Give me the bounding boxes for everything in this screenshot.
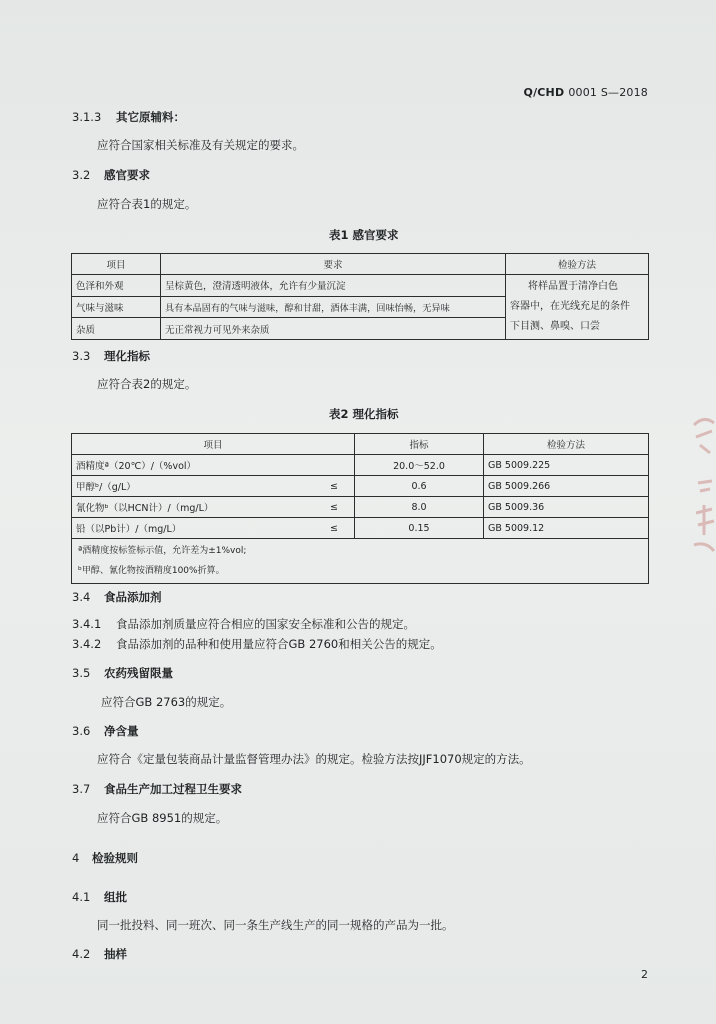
table-cell: GB 5009.12 [484, 518, 649, 539]
table-cell: 杂质 [72, 318, 161, 340]
table-cell: ≤ [314, 518, 355, 539]
section-4-2-heading: 4.2 抽样 [72, 947, 127, 961]
table-cell: 甲醇ᵇ/（g/L） [72, 476, 315, 497]
document-number: Q/CHD 0001 S—2018 [523, 86, 648, 99]
table-row [72, 476, 649, 497]
table-cell: 具有本品固有的气味与滋味，醇和甘甜，酒体丰满，回味怡畅，无异味 [161, 296, 506, 318]
table-notes-row [72, 539, 649, 584]
seal-stamp-fragment [686, 405, 716, 565]
section-3-3-heading: 3.3 理化指标 [72, 349, 150, 363]
table-cell: ≤ [314, 497, 355, 518]
section-3-5-heading: 3.5 农药残留限量 [72, 666, 173, 680]
table-cell: 无正常视力可见外来杂质 [161, 318, 506, 340]
table-header-cell: 项目 [72, 254, 161, 275]
table-cell: ≤ [314, 476, 355, 497]
section-3-2-heading: 3.2 感官要求 [72, 168, 150, 182]
table-cell: GB 5009.225 [484, 455, 649, 476]
page-number: 2 [641, 968, 648, 981]
table-cell: 8.0 [355, 497, 484, 518]
table-note: ª酒精度按标签标示值，允许差为±1%vol; [78, 546, 247, 556]
section-3-3-text: 应符合表2的规定。 [97, 377, 197, 391]
section-3-6-text: 应符合《定量包装商品计量监督管理办法》的规定。检验方法按JJF1070规定的方法。 [97, 752, 531, 766]
section-3-7-heading: 3.7 食品生产加工过程卫生要求 [72, 782, 242, 796]
table-cell: 气味与滋味 [72, 296, 161, 318]
table-cell: 20.0～52.0 [355, 455, 484, 476]
table-cell: 呈棕黄色，澄清透明液体，允许有少量沉淀 [161, 275, 506, 297]
table-row [72, 518, 649, 539]
section-3-4-heading: 3.4 食品添加剂 [72, 590, 162, 604]
table-header-row [72, 434, 649, 455]
table-cell: 色泽和外观 [72, 275, 161, 297]
table-header-cell: 要求 [161, 254, 506, 275]
table-row [72, 275, 649, 297]
table2-caption: 表2 理化指标 [329, 407, 399, 421]
table-header-cell: 检验方法 [506, 254, 649, 275]
sensory-requirements-table [71, 253, 649, 340]
table-cell: 0.6 [355, 476, 484, 497]
section-4-heading: 4 检验规则 [72, 851, 138, 865]
table-notes [72, 539, 649, 584]
table-header-cell: 检验方法 [484, 434, 649, 455]
section-4-1-heading: 4.1 组批 [72, 890, 127, 904]
table-header-row [72, 254, 649, 275]
inspection-method-cell: 将样品置于清净白色 容器中，在光线充足的条件 下目测、鼻嗅、口尝 [506, 275, 649, 340]
table-cell [314, 455, 355, 476]
table-cell: GB 5009.266 [484, 476, 649, 497]
physicochemical-indicators-table [71, 433, 649, 584]
table-cell: 铅（以Pb计）/（mg/L） [72, 518, 315, 539]
table-cell: 酒精度ª（20℃）/（%vol） [72, 455, 315, 476]
section-3-2-text: 应符合表1的规定。 [97, 197, 197, 211]
table-cell: 0.15 [355, 518, 484, 539]
section-3-4-1-text: 3.4.1 食品添加剂质量应符合相应的国家安全标准和公告的规定。 [72, 617, 415, 631]
section-4-1-text: 同一批投料、同一班次、同一条生产线生产的同一规格的产品为一批。 [97, 918, 454, 932]
section-3-6-heading: 3.6 净含量 [72, 724, 139, 738]
table-header-cell: 指标 [355, 434, 484, 455]
table-cell: 氰化物ᵇ（以HCN计）/（mg/L） [72, 497, 315, 518]
section-3-7-text: 应符合GB 8951的规定。 [97, 811, 228, 825]
section-3-1-3-heading: 3.1.3 其它原辅料： [72, 110, 185, 124]
table-cell: GB 5009.36 [484, 497, 649, 518]
section-3-1-3-text: 应符合国家相关标准及有关规定的要求。 [97, 138, 304, 152]
table-note: ᵇ甲醇、氰化物按酒精度100%折算。 [78, 566, 225, 576]
table-header-cell: 项目 [72, 434, 355, 455]
table-row [72, 497, 649, 518]
table1-caption: 表1 感官要求 [329, 228, 399, 242]
section-3-4-2-text: 3.4.2 食品添加剂的品种和使用量应符合GB 2760和相关公告的规定。 [72, 637, 442, 651]
section-3-5-text: 应符合GB 2763的规定。 [101, 695, 232, 709]
table-row [72, 455, 649, 476]
